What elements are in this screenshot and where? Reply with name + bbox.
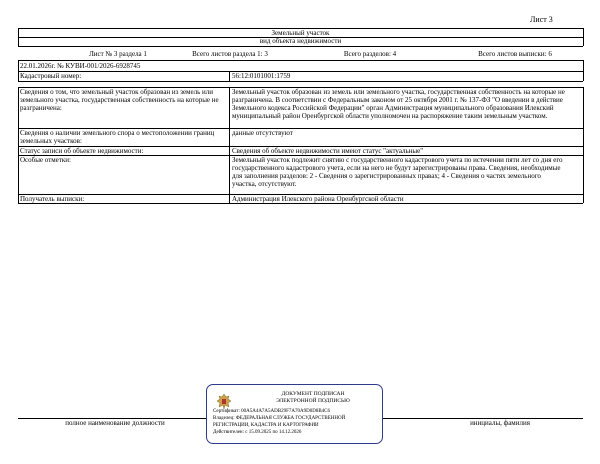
row-value-recipient: Администрация Илекского района Оренбургской области [232, 195, 404, 203]
stamp-validity: Действителен: с 15.09.2025 по 14.12.2026 [213, 430, 302, 435]
stamp-title-1: ДОКУМЕНТ ПОДПИСАН [281, 391, 345, 397]
cadastral-number: 56:12:0101001:1759 [232, 72, 291, 80]
total-section-sheets: Всего листов раздела 1: 3 [192, 50, 268, 58]
footer-name-label: инициалы, фамилия [470, 419, 530, 427]
row-value-land-dispute: данные отсутствуют [232, 129, 293, 137]
total-extract-sheets: Всего листов выписки: 6 [478, 50, 552, 58]
document-reference: 22.01.2026г. № КУВИ-001/2026-6928745 [20, 62, 141, 70]
row-label-recipient: Получатель выписки: [20, 195, 85, 203]
row-value-special-notes: Земельный участок подлежит снятию с государственного кадастрового учета по истечении пяти лет со дня его государственного кадастрового учета, если на него не будут зарегистрированы права. Сведения, необходимые для заполнения разделов: 2 - Сведения о зарегистрированных правах; 4 - Сведения о частях земельного участка, отсутствуют. [232, 156, 563, 188]
sheet-label: Лист 3 [530, 15, 553, 24]
stamp-title-2: ЭЛЕКТРОННОЙ ПОДПИСЬЮ [276, 398, 350, 404]
object-subtitle: вид объекта недвижимости [259, 37, 342, 45]
row-value-record-status: Сведения об объекте недвижимости имеют статус "актуальные" [232, 147, 424, 155]
stamp-owner: Владелец: ФЕДЕРАЛЬНАЯ СЛУЖБА ГОСУДАРСТВЕННОЙ [213, 416, 346, 421]
electronic-signature-stamp [206, 384, 383, 444]
row-label-origin: Сведения о том, что земельный участок образован из земель или земельного участка, государственная собственность на которые не разграничена: [20, 88, 219, 112]
sheet-number: Лист № 3 раздела 1 [89, 50, 147, 58]
row-label-land-dispute: Сведения о наличии земельного спора о местоположении границ земельных участков: [20, 129, 215, 145]
object-title: Земельный участок [271, 29, 330, 37]
total-sections: Всего разделов: 4 [343, 50, 397, 58]
row-label-special-notes: Особые отметки: [20, 156, 71, 164]
row-value-origin: Земельный участок образован из земель или земельного участка, государственная собственность на которые не разграничена. В соответствии с Федеральным законом от 25 октября 2001 г. № 137-ФЗ "О введении в действие Земельного кодекса Российской Федерации" орган Администрация муниципального образования Илекский муниципальный район Оренбургской области уполномочен на распоряжение таким земельным участком. [232, 88, 565, 120]
stamp-certificate: Сертификат: 00A5A4A7A5ADB29F7A70A9D0D8B4C6 [213, 409, 330, 414]
stamp-owner-cont: РЕГИСТРАЦИИ, КАДАСТРА И КАРТОГРАФИИ [213, 423, 319, 428]
row-label-record-status: Статус записи об объекте недвижимости: [20, 147, 144, 155]
footer-position-label: полное наименование должности [65, 419, 165, 427]
cadastral-label: Кадастровый номер: [20, 72, 82, 80]
